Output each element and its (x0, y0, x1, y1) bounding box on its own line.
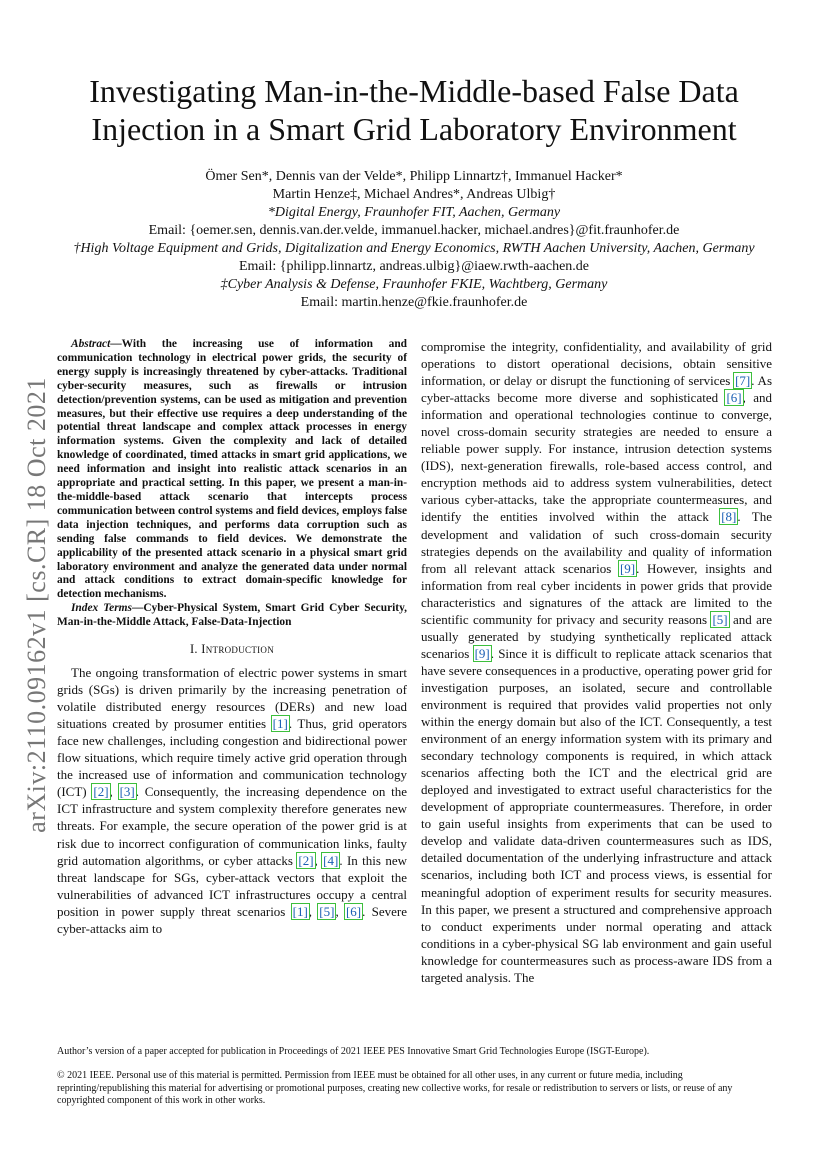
email-fit: Email: {oemer.sen, dennis.van.der.velde, immanuel.hacker, michael.andres}@fit.fraunhofer.de (148, 223, 680, 238)
citation-link[interactable]: [3] (119, 784, 135, 800)
text-run: and are usually generated by studying synthetically replicated attack scenarios (421, 611, 772, 661)
text-run: . However, insights and information from real cyber incidents in power grids that provide characteristics and signatures of the attack are limited to the scientific community for privacy and security reasons (421, 560, 772, 627)
text-run: . Thus, grid operators face new challenges, including congestion and bidirectional power flow situations, which require timely active grid operation through the increased use of information and communication technology (ICT) (57, 716, 407, 800)
abstract-lead: Abstract (71, 338, 111, 350)
paper-title-line-2: Injection in a Smart Grid Laboratory Environment (91, 111, 737, 147)
citation-link[interactable]: [8] (721, 509, 737, 525)
text-run: . Severe cyber-attacks aim to (57, 903, 407, 936)
arxiv-identifier-text: arXiv:2110.09162v1 [cs.CR] 18 Oct 2021 (22, 377, 51, 833)
text-run: , (308, 903, 319, 919)
email-fkie: Email: martin.henze@fkie.fraunhofer.de (300, 295, 528, 310)
text-run: . In this new threat landscape for SGs, cyber-attack vectors that exploit the vulnerabilities of advanced ICT infrastructures occupy a central position in power supply threat scenarios (57, 852, 408, 919)
citation-link[interactable]: [5] (319, 903, 335, 919)
author-block (60, 168, 768, 312)
author-list-line-2: Martin Henze‡, Michael Andres*, Andreas Ulbig† (272, 187, 556, 202)
abstract-text: —With the increasing use of information and communication technology in electrical power grids, the security of energy supply is increasingly threatened by cyber-attacks. Traditional cyber-security measures, such as firewalls or intrusion detection/prevention systems, can be used as mitigation and prevention measures, but their effective use requires a deep understanding of the potential threat landscape and complex attack processes in energy information systems. Given the complexity and lack of detailed knowledge of coordinated, timed attacks in smart grid applications, we need information and insight into realistic attack scenarios in an appropriate and practical setting. In this paper, we present a man-in-the-middle-based attack scenario that intercepts process communication between control systems and field devices, employs false data injection techniques, and performs data corruption such as sending false commands to field devices. We demonstrate the applicability of the presented attack scenario in a physical smart grid laboratory environment and analyze the generated data under normal and attack conditions to extract domain-specific knowledge for detection mechanisms. (57, 338, 407, 601)
citation-link[interactable]: [9] (619, 560, 636, 576)
text-run: compromise the integrity, confidentiality, and availability of grid operations to distort operational decisions, obtain sensitive information, or delay or disrupt the functioning of services (421, 339, 772, 389)
affiliation-fkie: ‡Cyber Analysis & Defense, Fraunhofer FKIE, Wachtberg, Germany (220, 277, 608, 292)
index-terms-text: —Cyber-Physical System, Smart Grid Cyber Security, Man-in-the-Middle Attack, False-Data-Injection (57, 602, 407, 629)
text-run: . Since it is difficult to replicate attack scenarios that have severe consequences in a productive, operating power grid for investigation purposes, an isolated, secure and controllable environment is required that provides valid properties not only within the energy domain but also of the ICT. Consequently, a test environment of an energy information system with its primary and secondary technology components is required, in which attack scenarios affecting both the ICT and the electrical grid are deployed and investigated to extract useful characteristics for the development of appropriate countermeasures. Therefore, in order to gain useful insights from experiments that can be used to develop and validate data-driven countermeasures such as IDS, detailed documentation of the underlying infrastructure and attack scenarios, including both ICT and process views, is essential for meaningful adoption of experiment results for security measures. In this paper, we present a structured and comprehensive approach to conduct experiments under normal operating and attack conditions in a cyber-physical SG lab environment and gain useful knowledge for countermeasures such as process-aware IDS from a targeted analysis. The (421, 645, 772, 985)
affiliation-rwth: †High Voltage Equipment and Grids, Digitalization and Energy Economics, RWTH Aachen University, Aachen, Germany (73, 241, 755, 256)
index-terms (57, 602, 407, 630)
paper-title-line-1: Investigating Man-in-the-Middle-based False Data (89, 73, 739, 109)
text-run: . Consequently, the increasing dependence on the ICT infrastructure and system complexity therefore generates new threats. For example, the secure operation of the power grid is at risk due to incorrect configuration of communication links, faulty grid automation algorithms, or cyber attacks (57, 784, 408, 868)
right-column (421, 338, 772, 986)
introduction-paragraph-right (421, 338, 772, 986)
text-run: . The development and validation of such cross-domain security strategies depends on the availability and quality of information from all relevant attack scenarios (421, 509, 772, 576)
citation-link[interactable]: [7] (735, 373, 751, 389)
citation-link[interactable]: [2] (298, 852, 314, 868)
text-run: , and information and operational technologies continue to converge, novel cross-domain security strategies are needed to ensure a reliable power supply. For instance, intrusion detection systems (IDS), next-generation firewalls, role-based access control, and encryption methods aid to address system vulnerabilities, detect various cyber-attacks, take the appropriate countermeasures, and identify the entities involved within the attack (421, 390, 772, 525)
text-run: The ongoing transformation of electric power systems in smart grids (SGs) is driven primarily by the increasing penetration of volatile distributed energy resources (DERs) and new load situations created by prosumer entities (57, 665, 407, 732)
citation-link[interactable]: [2] (93, 784, 109, 800)
citation-link[interactable]: [4] (323, 852, 339, 868)
affiliation-fit: *Digital Energy, Fraunhofer FIT, Aachen, Germany (267, 205, 561, 220)
copyright-notice: © 2021 IEEE. Personal use of this material is permitted. Permission from IEEE must be obtained for all other uses, in any current or future media, including reprinting/republishing this material for advertising or promotional purposes, creating new collective works, for resale or redistribution to servers or lists, or reuse of any copyrighted component of this work in other works. (57, 1070, 733, 1106)
email-rwth: Email: {philipp.linnartz, andreas.ulbig}@iaew.rwth-aachen.de (238, 259, 590, 274)
text-run: , (335, 903, 345, 919)
citation-link[interactable]: [9] (474, 645, 490, 661)
section-heading-introduction: I. Introduction (189, 642, 275, 657)
citation-link[interactable]: [1] (292, 903, 308, 919)
left-column (57, 338, 407, 937)
citation-link[interactable]: [6] (726, 390, 742, 406)
citation-link[interactable]: [6] (345, 903, 362, 919)
introduction-paragraph-left (57, 664, 407, 937)
text-run: . As cyber-attacks become more diverse and sophisticated (421, 373, 773, 406)
citation-link[interactable]: [5] (712, 611, 728, 627)
arxiv-identifier-stamp (16, 360, 58, 850)
index-terms-lead: Index Terms (71, 602, 132, 615)
paper-title (60, 72, 768, 148)
abstract (57, 338, 407, 602)
publication-note: Author’s version of a paper accepted for publication in Proceedings of 2021 IEEE PES Innovative Smart Grid Technologies Europe (ISGT-Europe). (57, 1046, 650, 1057)
citation-link[interactable]: [1] (272, 716, 288, 732)
text-run: , (109, 784, 119, 800)
author-list-line-1: Ömer Sen*, Dennis van der Velde*, Philipp Linnartz†, Immanuel Hacker* (205, 169, 623, 184)
text-run: , (314, 852, 323, 868)
